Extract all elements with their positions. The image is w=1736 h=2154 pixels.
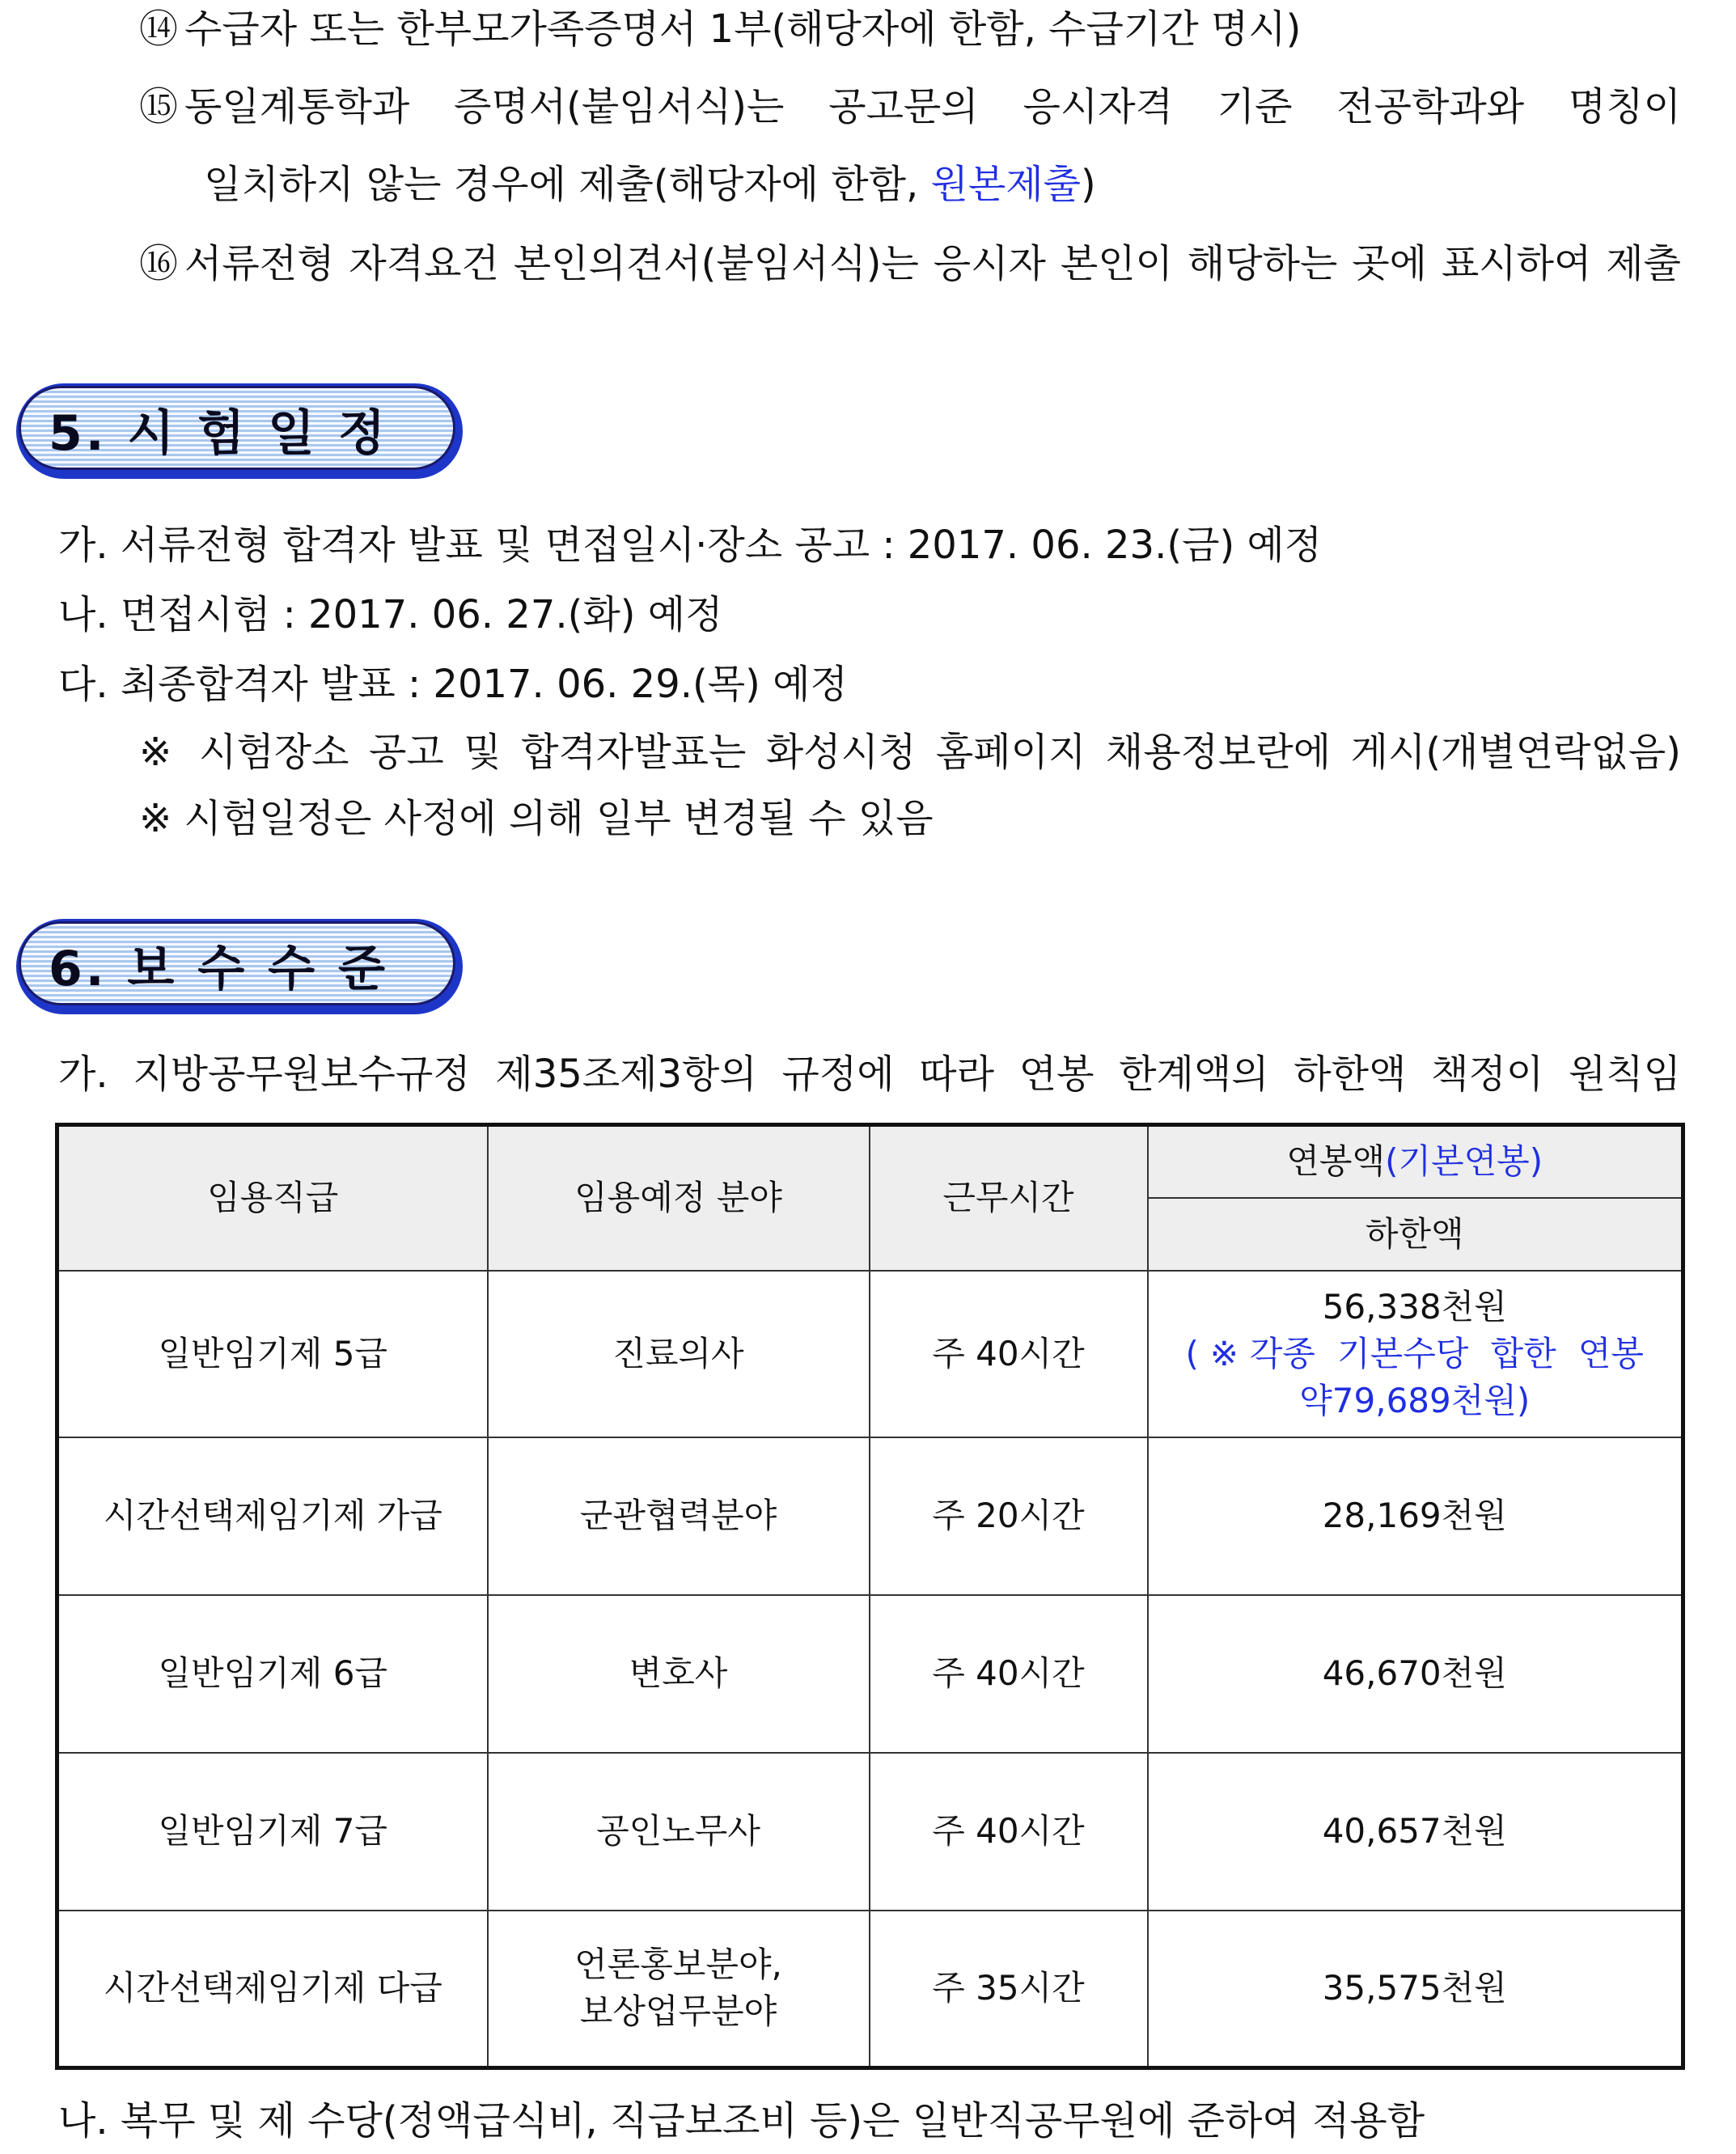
header-salary-basic: (기본연봉) bbox=[1385, 1141, 1543, 1182]
header-salary-lower-limit: 하한액 bbox=[1148, 1198, 1683, 1271]
doc-item-15-continued bbox=[204, 159, 1096, 210]
section-5-heading bbox=[16, 383, 466, 484]
cell-grade: 시간선택제임기제 가급 bbox=[57, 1437, 488, 1595]
salary-table bbox=[55, 1123, 1685, 2070]
salary-note-total: 약79,689천원) bbox=[1299, 1380, 1531, 1420]
cell-salary: 35,575천원 bbox=[1148, 1911, 1683, 2068]
salary-intro: 가. 지방공무원보수규정 제35조제3항의 규정에 따라 연봉 한계액의 하한액 책정이 원칙임 bbox=[58, 1052, 1681, 1097]
header-salary bbox=[1148, 1125, 1683, 1198]
salary-footer: 나. 복무 및 제 수당(정액급식비, 직급보조비 등)은 일반직공무원에 준하여 적용함 bbox=[58, 2098, 1425, 2143]
original-submission-highlight: 원본제출 bbox=[930, 162, 1082, 207]
cell-hours: 주 35시간 bbox=[870, 1911, 1148, 2068]
header-field: 임용예정 분야 bbox=[488, 1125, 870, 1271]
item-text-cont: 일치하지 않는 경우에 제출(해당자에 한함, bbox=[204, 162, 931, 207]
item-number: ⑯ bbox=[139, 241, 179, 286]
cell-hours: 주 40시간 bbox=[870, 1595, 1148, 1753]
item-text: 서류전형 자격요건 본인의견서(붙임서식)는 응시자 본인이 해당하는 곳에 표시하여 제출 bbox=[184, 241, 1681, 286]
schedule-note-2: ※ 시험일정은 사정에 의해 일부 변경될 수 있음 bbox=[139, 796, 934, 841]
field-line-1: 언론홍보분야, bbox=[574, 1945, 782, 1985]
cell-salary bbox=[1148, 1271, 1683, 1437]
cell-hours: 주 40시간 bbox=[870, 1271, 1148, 1437]
schedule-item-b: 나. 면접시험 : 2017. 06. 27.(화) 예정 bbox=[58, 592, 723, 637]
cell-field: 공인노무사 bbox=[488, 1753, 870, 1911]
cell-salary: 46,670천원 bbox=[1148, 1595, 1683, 1753]
field-line-2: 보상업무분야 bbox=[579, 1991, 777, 2032]
doc-item-16 bbox=[139, 238, 1681, 290]
table-row bbox=[57, 1753, 1683, 1911]
header-grade: 임용직급 bbox=[57, 1125, 488, 1271]
section-6-heading bbox=[16, 919, 466, 1019]
table-row bbox=[57, 1437, 1683, 1595]
section-title: 5. 시 험 일 정 bbox=[49, 405, 388, 462]
cell-field bbox=[488, 1911, 870, 2068]
cell-field: 진료의사 bbox=[488, 1271, 870, 1437]
schedule-note-1: ※ 시험장소 공고 및 합격자발표는 화성시청 홈페이지 채용정보란에 게시(개별연락없음) bbox=[139, 730, 1681, 775]
doc-item-15 bbox=[139, 81, 1681, 133]
cell-salary: 28,169천원 bbox=[1148, 1437, 1683, 1595]
table-row bbox=[57, 1271, 1683, 1437]
cell-grade: 일반임기제 7급 bbox=[57, 1753, 488, 1911]
table-header-row bbox=[57, 1125, 1683, 1198]
salary-value: 56,338천원 bbox=[1322, 1286, 1507, 1327]
table-row bbox=[57, 1595, 1683, 1753]
cell-hours: 주 40시간 bbox=[870, 1753, 1148, 1911]
schedule-item-a: 가. 서류전형 합격자 발표 및 면접일시·장소 공고 : 2017. 06. 23.(금) 예정 bbox=[58, 523, 1323, 568]
item-text: 수급자 또는 한부모가족증명서 1부(해당자에 한함, 수급기간 명시) bbox=[184, 6, 1302, 52]
cell-field: 변호사 bbox=[488, 1595, 870, 1753]
cell-salary: 40,657천원 bbox=[1148, 1753, 1683, 1911]
cell-grade: 일반임기제 5급 bbox=[57, 1271, 488, 1437]
item-number: ⑭ bbox=[139, 6, 179, 52]
schedule-item-c: 다. 최종합격자 발표 : 2017. 06. 29.(목) 예정 bbox=[58, 662, 848, 707]
cell-field: 군관협력분야 bbox=[488, 1437, 870, 1595]
doc-item-14 bbox=[139, 3, 1301, 55]
header-salary-main: 연봉액 bbox=[1286, 1141, 1386, 1182]
item-number: ⑮ bbox=[139, 84, 179, 129]
section-title: 6. 보 수 수 준 bbox=[49, 941, 388, 997]
item-text: 동일계통학과 증명서(붙임서식)는 공고문의 응시자격 기준 전공학과와 명칭이 bbox=[184, 84, 1681, 129]
table-row bbox=[57, 1911, 1683, 2068]
cell-grade: 일반임기제 6급 bbox=[57, 1595, 488, 1753]
item-text-end: ) bbox=[1081, 162, 1096, 207]
cell-hours: 주 20시간 bbox=[870, 1437, 1148, 1595]
header-hours: 근무시간 bbox=[870, 1125, 1148, 1271]
salary-note: (※각종 기본수당 합한 연봉 bbox=[1185, 1333, 1644, 1373]
cell-grade: 시간선택제임기제 다급 bbox=[57, 1911, 488, 2068]
